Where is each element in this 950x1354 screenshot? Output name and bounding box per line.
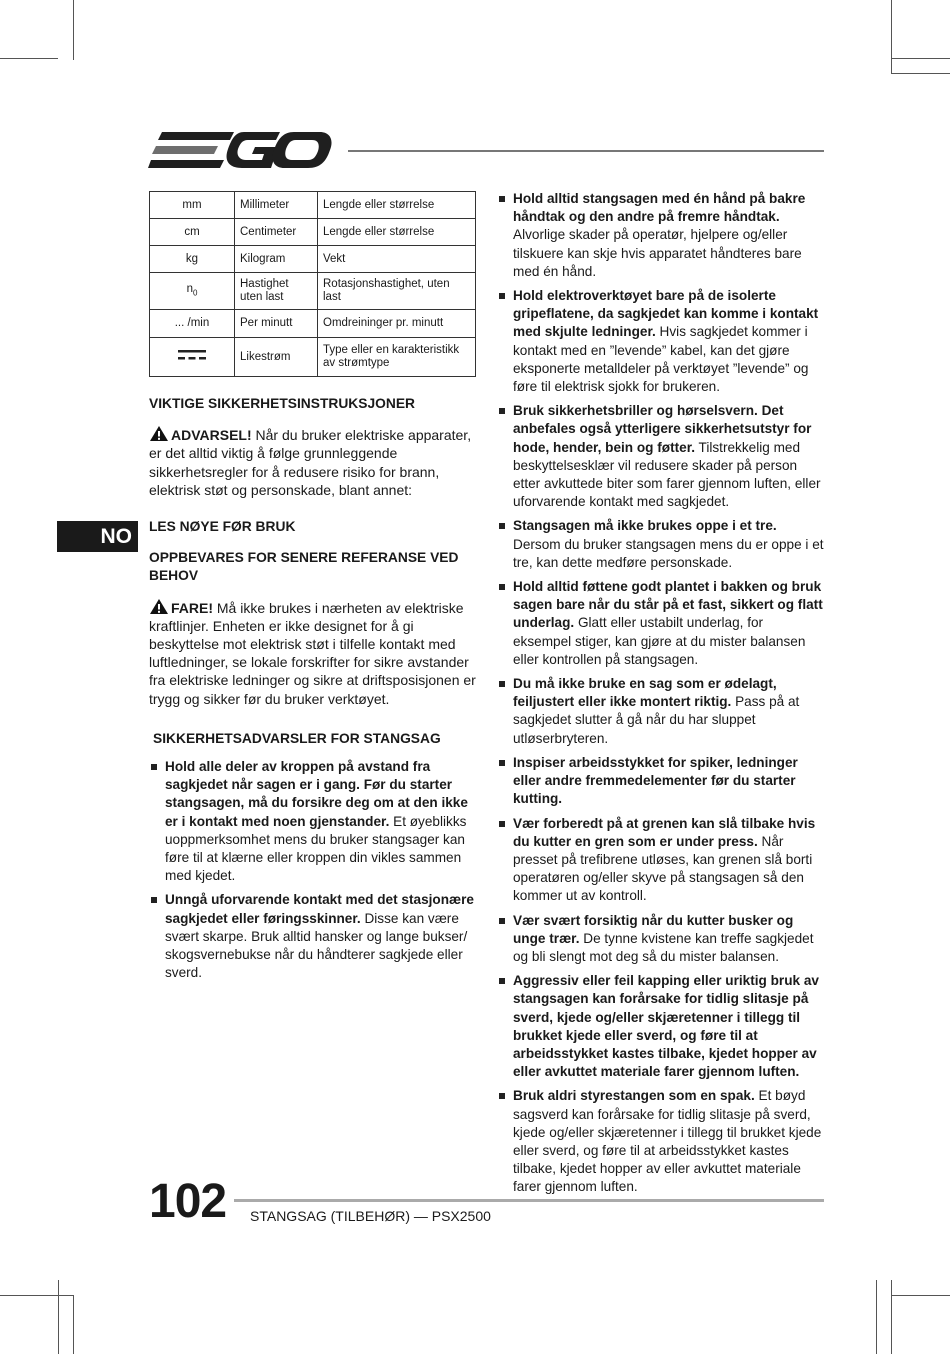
list-item [497,190,825,281]
description-cell: Lengde eller størrelse [318,219,476,246]
list-item [149,891,479,982]
bullet-bold-text: Aggressiv eller feil kapping eller uriktig bruk av stangsagen kan forårsake for tidlig slitasje på sverd, kjede og/eller skjæretenner i tillegg til brukket kjede eller sverd, og føre til at arbeidsstykket kastes tilbake, kjedet hopper av eller avkuttet materiale farer gjennom luften. [513,973,819,1080]
description-cell: Vekt [318,246,476,273]
direct-current-icon [177,348,207,362]
symbol-cell [150,338,235,377]
bullet-text: Når presset på trefibrene utløses, kan grenen slå borti operatøren og/eller skyve på stangsagen så den kommer ut av kontroll. [513,833,813,904]
bullet-bold-text: Inspiser arbeidsstykket for spiker, ledninger eller andre fremmedelementer før du starter kutting. [513,754,798,807]
unit-cell: Centimeter [235,219,318,246]
list-item [497,1087,825,1196]
pole-saw-heading: SIKKERHETSADVARSLER FOR STANGSAG [153,730,441,746]
read-before-heading: LES NØYE FØR BRUK [149,519,296,535]
bullet-bold-text: Hold elektroverktøyet bare på de isolerte gripeflatene, da sagkjedet kan komme i kontakt med skjulte ledninger. [513,288,819,340]
bullet-text: Et bøyd sagsverd kan forårsake for tidlig slitasje på sverd, kjede og/eller skjæretenner i tillegg til brukket kjede eller sverd, og føre til at arbeidsstykket kastes tilbake, kjedet hopper av eller avkuttet materiale farer gjennom luften. [513,1088,822,1195]
keep-for-reference-heading: OPPBEVARES FOR SENERE REFERANSE VED BEHOV [149,550,459,584]
symbol-text: n [186,282,193,295]
header-rule [348,150,824,152]
language-tab: NO [57,521,138,552]
symbol-cell: mm [150,192,235,219]
bullet-bold-text: Bruk aldri styrestangen som en spak. [513,1088,755,1104]
crop-mark [0,58,58,59]
left-bullet-list [149,758,479,982]
bullet-bold-text: Unngå uforvarende kontakt med det stasjonære sagkjedet eller føringsskinner. [165,892,474,926]
bullet-text: Alvorlige skader på operatør, hjelpere og/eller tilskuere kan skje hvis apparatet håndteres bare med én hånd. [513,227,802,279]
bullet-text: Hvis sagkjedet kommer i kontakt med en ”levende” kabel, kan det gjøre eksponerte metalldeler på verktøyet ”levende” og føre til elektrisk sjokk for brukeren. [513,324,809,395]
bullet-bold-text: Du må ikke bruke en sag som er ødelagt, feiljustert eller ikke montert riktig. [513,676,777,710]
list-item [497,287,825,396]
list-item [497,754,825,809]
bullet-bold-text: Vær svært forsiktig når du kutter busker og unge trær. [513,912,794,946]
description-cell: Type eller en karakteristikk av strømtype [318,338,476,377]
ego-logo [148,128,333,177]
table-row [150,219,476,246]
list-item [497,402,825,511]
symbol-subscript: 0 [192,288,198,298]
table-row [150,310,476,338]
crop-mark [73,1295,74,1354]
symbol-cell: ... /min [150,310,235,338]
important-heading: VIKTIGE SIKKERHETSINSTRUKSJONER [149,396,416,411]
footer-title: STANGSAG (TILBEHØR) — PSX2500 [250,1208,491,1224]
bullet-bold-text: Vær forberedt på at grenen kan slå tilbake hvis du kutter en gren som er under press. [513,815,816,849]
crop-mark [891,0,892,74]
table-row [150,338,476,377]
crop-mark [58,1280,59,1354]
list-item [497,815,825,906]
crop-mark [891,1280,892,1354]
list-item [497,912,825,967]
bullet-bold-text: Hold alle deler av kroppen på avstand fra sagkjedet når sagen er i gang. Før du starter stangsagen, må du forsikre deg om at den ikke er i kontakt med noen gjenstander. [165,759,468,829]
danger-paragraph [149,598,479,708]
list-item [497,972,825,1081]
list-item [497,578,825,669]
table-row [150,246,476,273]
warning-triangle-icon [149,425,169,442]
right-column [497,190,825,1203]
crop-mark [0,1295,74,1296]
unit-cell: Millimeter [235,192,318,219]
table-row [150,192,476,219]
bullet-text: Glatt eller ustabilt underlag, for eksempel stiger, kan gjøre at du mister balansen eller kontrollen på stangsagen. [513,615,806,667]
description-cell: Omdreininger pr. minutt [318,310,476,338]
symbol-cell: kg [150,246,235,273]
warning-text: Når du bruker elektriske apparater, er det alltid viktig å følge grunnleggende sikkerhetsregler for å redusere risiko for brann, elektrisk støt og personskade, blant annet: [149,427,472,498]
crop-mark [891,58,950,59]
table-row [150,273,476,310]
crop-mark [891,1295,950,1296]
list-item [149,758,479,885]
danger-label: FARE! [171,599,213,616]
bullet-text: Tilstrekkelig med beskyttelsesklær vil redusere skader på person etter avkuttede biter som farer gjennom luften, eller uforvarende kontakt med sagkjedet. [513,439,821,510]
left-column [149,395,479,988]
unit-cell: Likestrøm [235,338,318,377]
units-table [149,191,476,377]
unit-cell: Kilogram [235,246,318,273]
bullet-bold-text: Hold alltid stangsagen med én hånd på bakre håndtak og den andre på fremre håndtak. [513,191,806,225]
bullet-bold-text: Bruk sikkerhetsbriller og hørselsvern. Det anbefales også ytterligere sikkerhetsutstyr for hode, hender, bein og føtter. [513,403,812,455]
footer-rule [234,1199,824,1202]
right-bullet-list [497,190,825,1197]
bullet-text: Dersom du bruker stangsagen mens du er oppe i et tre, kan dette medføre personskade. [513,536,824,570]
bullet-text: Disse kan være svært skarpe. Bruk alltid hansker og lange bukser/ skogsvernebukse når du håndterer sagkjede eller sverd. [165,910,468,981]
danger-text: Må ikke brukes i nærheten av elektriske kraftlinjer. Enheten er ikke designet for å gi beskyttelse mot elektrisk støt i tilfelle kontakt med luftledninger, se lokale forskrifter for sikre avstander fra elektriske ledninger og sikre at driftsposisjonen er trygg og sikker før du bruker verktøyet. [149,599,476,707]
unit-cell: Hastighet uten last [235,273,318,310]
bullet-bold-text: Stangsagen må ikke brukes oppe i et tre. [513,518,777,534]
bullet-bold-text: Hold alltid føttene godt plantet i bakken og bruk sagen bare når du står på et fast, sikkert og flatt underlag. [513,579,823,631]
crop-mark [73,0,74,60]
unit-cell: Per minutt [235,310,318,338]
bullet-text: Pass på at sagkjedet slutter å gå når du har sluppet utløserbryteren. [513,694,800,746]
list-item [497,675,825,748]
crop-mark [891,73,950,74]
symbol-cell: cm [150,219,235,246]
symbol-cell [150,273,235,310]
crop-mark [876,1280,877,1354]
warning-paragraph [149,425,479,499]
list-item [497,517,825,572]
bullet-text: De tynne kvistene kan treffe sagkjedet og bli slengt mot deg så du mister balansen. [513,930,814,964]
description-cell: Rotasjonshastighet, uten last [318,273,476,310]
warning-label: ADVARSEL! [171,427,252,444]
bullet-text: Et øyeblikks uoppmerksomhet mens du bruker stangsager kan føre til at klærne eller kroppen din vikles sammen med kjedet. [165,813,467,884]
description-cell: Lengde eller størrelse [318,192,476,219]
page-number: 102 [149,1175,227,1228]
warning-triangle-icon [149,598,169,615]
